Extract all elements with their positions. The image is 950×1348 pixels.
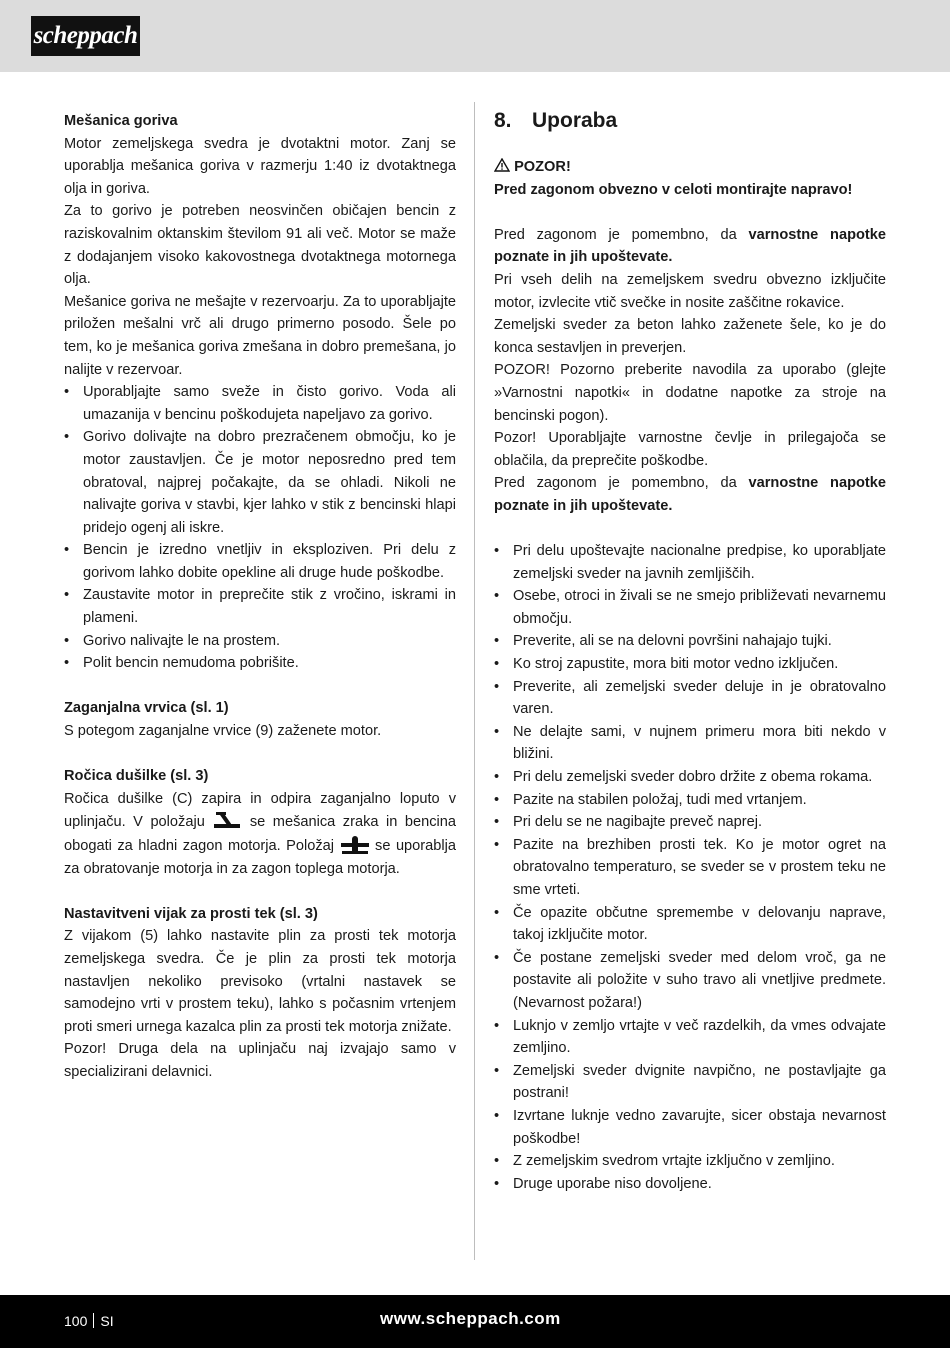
use-paragraph: POZOR! Pozorno preberite navodila za uporabo (glejte »Varnostni napotki« in dodatne napotke za stroje na bencinski pogon). [494, 362, 886, 424]
list-item: • Ne delajte sami, v nujnem primeru mora biti nekdo v bližini. [494, 721, 886, 766]
intro-paragraph: Pred zagonom je pomembno, da varnostne napotke poznate in jih upoštevate. [494, 226, 886, 266]
list-item: • Pazite na stabilen položaj, tudi med vrtanjem. [494, 789, 886, 812]
page-footer [0, 1295, 950, 1348]
list-item: • Zemeljski sveder dvignite navpično, ne postavljajte ga postrani! [494, 1060, 886, 1105]
use-paragraph: Pozor! Uporabljajte varnostne čevlje in prilegajoča se oblačila, da preprečite poškodbe. [494, 430, 886, 469]
idle-heading: Nastavitveni vijak za prosti tek (sl. 3) [64, 905, 318, 922]
list-item: • Če opazite občutne spremembe v delovanju naprave, takoj izključite motor. [494, 902, 886, 947]
use-paragraph: Zemeljski sveder za beton lahko zaženete šele, ko je do konca sestavljen in preverjen. [494, 317, 886, 356]
choke-heading: Ročica dušilke (sl. 3) [64, 768, 209, 785]
list-item: • Preverite, ali se na delovni površini nahajajo tujki. [494, 630, 886, 653]
warning-label: POZOR! [494, 156, 886, 179]
warning-text: Pred zagonom obvezno v celoti montirajte napravo! [494, 181, 853, 198]
warning-icon [494, 159, 510, 175]
list-item: • Pri delu se ne nagibajte preveč naprej. [494, 811, 886, 834]
list-item: • Izvrtane luknje vedno zavarujte, sicer obstaja nevarnost poškodbe! [494, 1105, 886, 1150]
list-item: • Ko stroj zapustite, mora biti motor vedno izključen. [494, 653, 886, 676]
list-item: • Gorivo dolivajte na dobro prezračenem območju, ko je motor zaustavljen. Če je motor neposredno pred tem obratoval, najprej počakajte, da se ohladi. Nikoli ne nalivajte goriva v stavbi, kjer lahko v stik z bencinski hlapi pridejo ogenj ali iskre. [64, 426, 456, 539]
use-paragraph: Pri vseh delih na zemeljskem svedru obvezno izključite motor, izvlecite vtič svečke in nosite zaščitne rokavice. [494, 271, 886, 311]
intro-paragraph: Pred zagonom je pomembno, da varnostne napotke poznate in jih upoštevate. [494, 475, 886, 514]
idle-paragraph: Z vijakom (5) lahko nastavite plin za prosti tek motorja zemeljskega svedra. Če je plin za prosti tek motorja nastavljen nekoliko previsoko (vrtalni nastavek se samodejno vrti v prostem teku), lahko s počasnim vrtenjem proti smeri urnega kazalca plin za prosti tek motorja znižate. [64, 928, 456, 1035]
fuel-paragraph: Mešanice goriva ne mešajte v rezervoarju. Za to uporabljajte priložen mešalni vrč ali drugo primerno posodo. Šele po tem, ko je mešanica goriva zmešana in dobro premešana, jo nalijte v rezervoar. [64, 293, 456, 378]
fuel-bullet-list [64, 381, 456, 675]
choke-text: Ročica dušilke (C) zapira in odpira zaganjalno loputo v uplinjaču. V položaju se mešanica zraka in bencina obogati za hladni zagon motorja. Položaj se uporablja za obratovanje motorja in za zagon toplega motorja. [64, 790, 457, 877]
page-number: 100 SI [64, 1313, 114, 1329]
fuel-heading: Mešanica goriva [64, 113, 178, 129]
section-title: 8. Uporaba [494, 109, 618, 132]
list-item: • Luknjo v zemljo vrtajte v več razdelkih, da vmes odvajate zemljino. [494, 1015, 886, 1060]
idle-paragraph: Pozor! Druga dela na uplinjaču naj izvajajo samo v specializirani delavnici. [64, 1041, 456, 1080]
left-column [64, 110, 456, 1084]
list-item: • Z zemeljskim svedrom vrtajte izključno v zemljino. [494, 1150, 886, 1173]
starter-heading: Zaganjalna vrvica (sl. 1) [64, 700, 229, 717]
list-item: • Pazite na brezhiben prosti tek. Ko je motor ogret na obratovalno temperaturo, se sveder se v prostem teku ne sme vrteti. [494, 834, 886, 902]
brand-logo: scheppach [31, 16, 140, 56]
list-item: • Druge uporabe niso dovoljene. [494, 1173, 886, 1196]
usage-bullet-list [494, 540, 886, 1195]
fuel-paragraph: Motor zemeljskega svedra je dvotaktni motor. Zanj se uporablja mešanica goriva v razmerju 1:40 iz dvotaktnega olja in goriva. [64, 135, 456, 197]
list-item: • Preverite, ali zemeljski sveder deluje in je obratovalno varen. [494, 676, 886, 721]
choke-closed-icon [212, 810, 242, 832]
choke-open-icon [340, 834, 370, 856]
page-header [0, 0, 950, 72]
list-item: • Polit bencin nemudoma pobrišite. [64, 652, 456, 675]
list-item: • Pri delu zemeljski sveder dobro držite z obema rokama. [494, 766, 886, 789]
list-item: • Pri delu upoštevajte nacionalne predpise, ko uporabljate zemeljski sveder na javnih zemljiščih. [494, 540, 886, 585]
list-item: • Če postane zemeljski sveder med delom vroč, ga ne postavite ali položite v suho travo ali vnetljive predmete. (Nevarnost požara!) [494, 947, 886, 1015]
list-item: • Zaustavite motor in preprečite stik z vročino, iskrami in plameni. [64, 584, 456, 629]
list-item: • Bencin je izredno vnetljiv in eksploziven. Pri delu z gorivom lahko dobite opekline ali druge hude poškodbe. [64, 539, 456, 584]
list-item: • Osebe, otroci in živali se ne smejo približevati nevarnemu območju. [494, 585, 886, 630]
right-column [494, 110, 886, 1195]
list-item: • Uporabljajte samo sveže in čisto gorivo. Voda ali umazanija v bencinu poškodujeta napeljavo za gorivo. [64, 381, 456, 426]
column-divider [474, 102, 475, 1260]
list-item: • Gorivo nalivajte le na prostem. [64, 630, 456, 653]
starter-text: S potegom zaganjalne vrvice (9) zaženete motor. [64, 723, 382, 740]
fuel-paragraph: Za to gorivo je potreben neosvinčen običajen bencin z raziskovalnim oktanskim številom 91 ali več. Motor se maže z dodajanjem visoko kakovostnega dvotaktnega motornega olja. [64, 203, 456, 288]
website-link[interactable]: www.scheppach.com [380, 1309, 561, 1328]
